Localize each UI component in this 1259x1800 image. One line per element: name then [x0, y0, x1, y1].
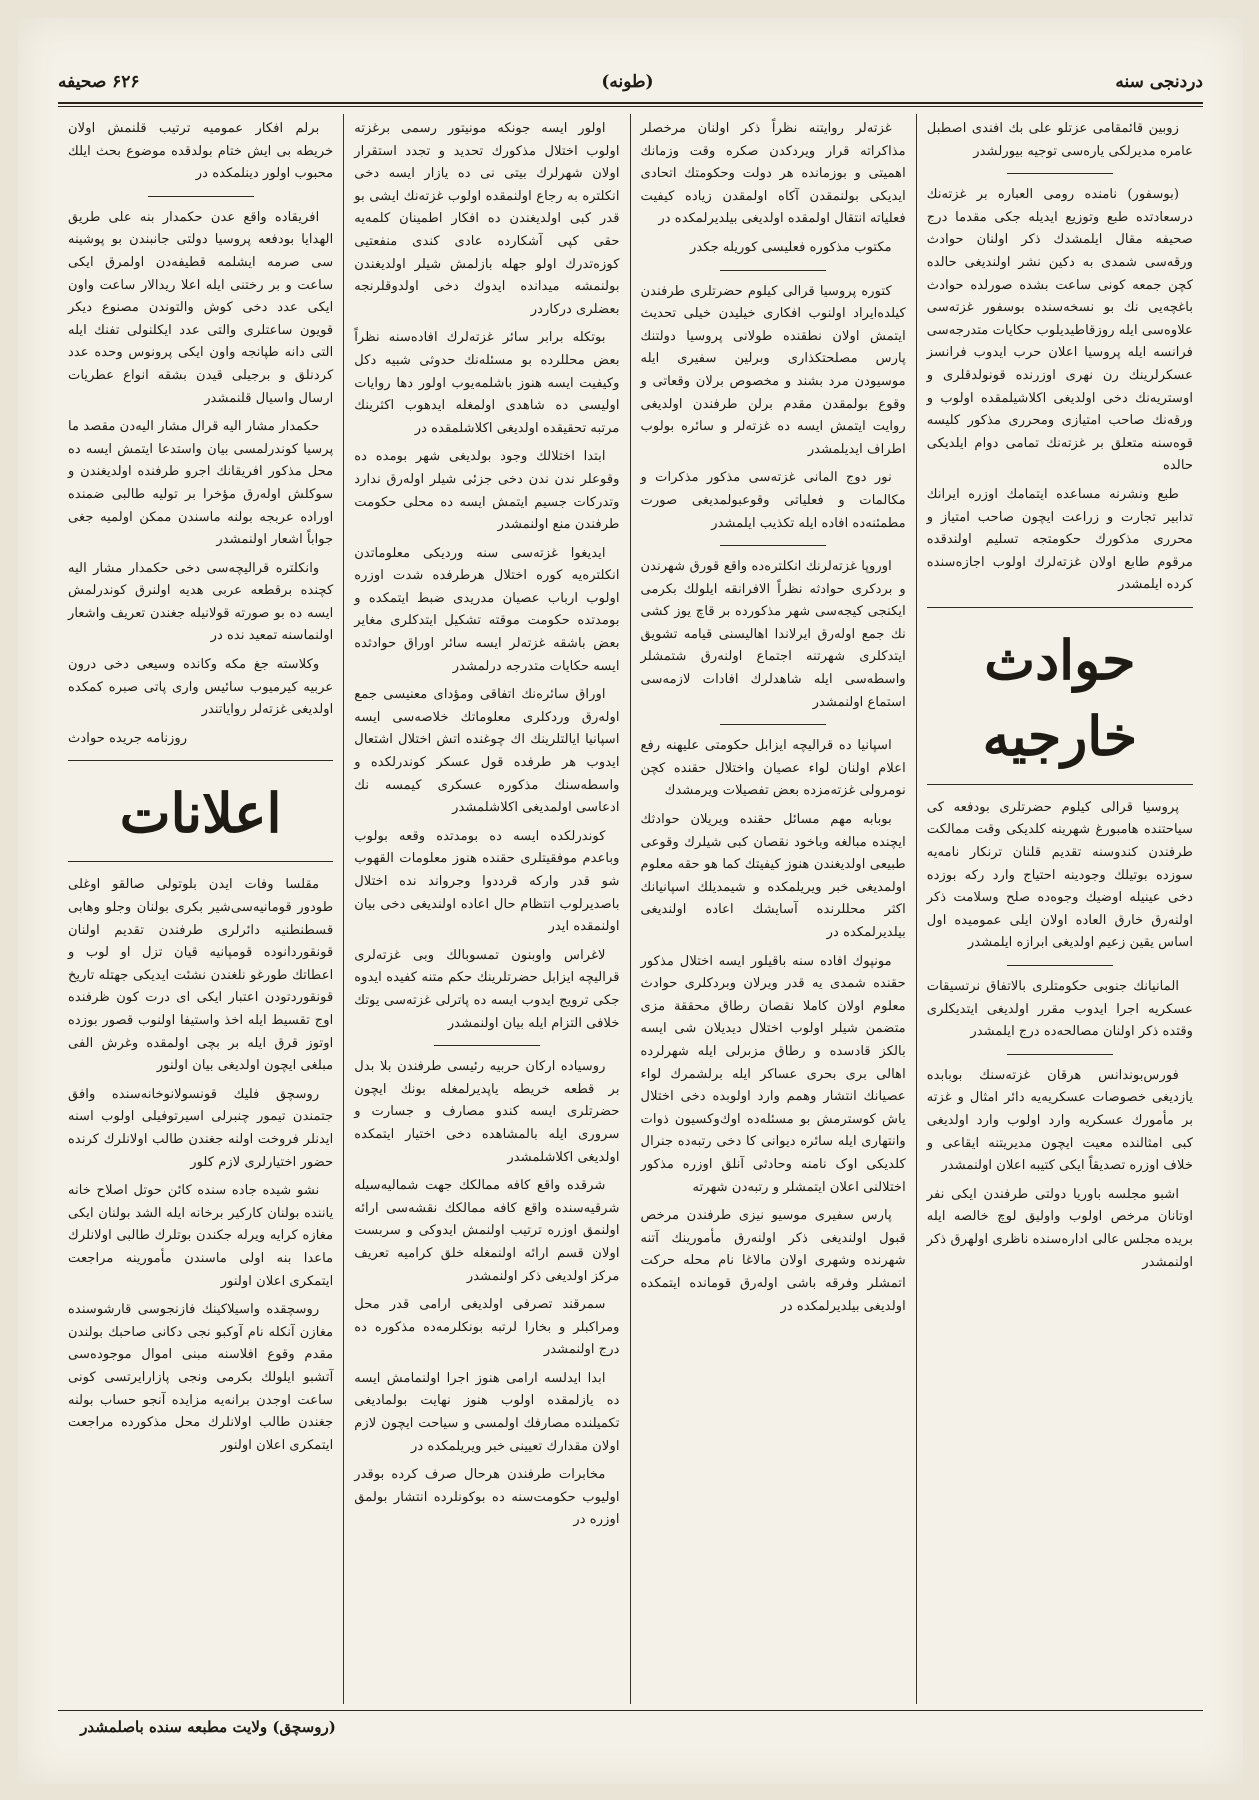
- col2-paragraph: غزته‌لر روایتنه نظراً ذکر اولنان مرخصلر مذاکراته قرار ویردکدن صکره وقت وزمانك اهمیتی و بوزمانده هر دولت وحکومتك اتحادی ایدیکی بولنمقدن آکاه اولمقدن زیاده کیفیت فعلیاته انتقال اولمقده اولدیغی بیلدیرلمکده در: [640, 121, 906, 227]
- column-2: [631, 114, 917, 1704]
- header-year: دردنجی سنه: [1115, 72, 1203, 92]
- col3-paragraph: کوندرلکده ایسه ده بومدتده وقعه بولوب وباعدم موفقیتلری حقنده هنوز معلومات القهوب شو قدر وارکه قرددوا وجرواند نده اختلال باصدیرلوب انتظام حال اعاده اولندیغی دخی بیان اولنمقده ایدر: [354, 828, 620, 935]
- col2-paragraph: مکتوب مذکوره فعلیسی کوریله جکدر: [690, 239, 892, 255]
- col4-paragraph: نشو شیده جاده سنده کائن حوتل اصلاح خانه یاننده بولنان کارکیر برخانه ایله الشد بولنان ایکی مغازه کرایه ویرله جکندن بوتلرك طالبی اولانلرك ماعدا بنه اولی ماسندن مأمورینه مراجعت ایتمکری اعلان اولنور: [68, 1183, 334, 1289]
- col1-paragraph: اشبو مجلسه باوریا دولتی طرفندن ایکی نفر اوتانان مرخص اولوب واولیق لوچ خالصه ایله بریده مجلس عالی اداره‌سنده ناظری اولهرق ذکر اولنمشدر: [926, 1186, 1193, 1270]
- column-4: [58, 114, 344, 1704]
- col3-paragraph: لاغراس واوبنون تمسوبالك وبی غزته‌لری قرالیچه ایزابل حضرتلرینك حکم متنه کفیده ایدوه جکی ترویج ایدوب ایسه ده پاترلی غزته‌سی یوتك خلافی التزام ایله بیان اولنمشدر: [354, 947, 620, 1031]
- col2-paragraph: پارس سفیری موسیو نیزی طرفندن مرخص قبول اولندیغی ذکر اولنه‌رق مأمورینك آتنه شهرنده وشهری اولان مالاغا نام محله حرکت اتمشلر وفرقه باشی اوله‌رق قومانده ایتمکده اولدیغی بیلدیرلمکده در: [640, 1208, 906, 1314]
- separator: [1007, 1054, 1114, 1055]
- col2-paragraph: مونپوك افاده سنه باقیلور ایسه اختلال مذکور حقنده شمدی یه قدر ویرلان وبردکلری حوادث معلوم اولان کاملا نقصان رطاق محققة مزی متضمن شیلر اولوب اختلال دیدیلان شی ایسه بالکز قادسده و رطاق مزبرلی ایله شهرلرده اهالی بری بحری عساکر ایله برلشمرك لواء عصیانك انتشار وهمم وارد اولوبده دخی اختلال یاش کوسترمش بو مسئله‌ده اوك‌وکسیون ذوات وانتهاری ایله سائره دیوانی کا دخی رتبه‌ده جنرال کلدیکی اوک نامنه وحادثی آنلق اوزره مذکور اختلالنی اعلان ایتمشلر و رتبه‌دن شهرته: [640, 953, 906, 1195]
- col1-paragraph: (بوسفور) نامنده رومی العباره بر غزته‌نك درسعادتده طبع وتوزیع ایدیله جکی مقدما درج صحیفه مقال ایلمشدك ذکر اولنان حوادث ورقه‌سی شمدی به دکین نشر اولندیغی حالده کچن جمعه کونی ساعت بشده صورلده حوادث باغچه‌یی نك بو نسخه‌سنده بوسفور غزته‌سی علاوه‌سی ایله روزقاطیدیلوب حکایات متدرجه‌سی فرانسه ایله پروسیا اعلان حرب ایدوب فرانسز عسکرلرینك رن نهری اوزرنده قونولدقلری و اوستریه‌نك دخی اولدیغی اکلاشیلمقده اولوب و ورقه‌نك صاحب امتیازی ومحرری مذکور کلیسه قوه‌سنه متعلق بر غزته‌نك تمامی دوام ایلدیکی حالده: [926, 187, 1193, 474]
- col1-paragraph: پروسیا قرالی کیلوم حضرتلری بودفعه کی سیاحتنده هامبورغ شهرینه کلدیکی وقت ممالکت طرفندن کندوسنه تقدیم قلنان ترنکار نامه‌یه سوزده بوتیلك وجودینه احتیاج وارد رکه بوزده دخی عینیله اوضیك وجوه‌ده صلح وسلامت ذکر اولنه‌رق خارق العاده اولان ایلی عمومیده اول اساس یقین زعیم اولدیغی ابرازه ایلمشدر: [926, 799, 1193, 951]
- col3-paragraph: شرقده واقع کافه ممالکك جهت شمالیه‌سیله شرقیه‌سنده واقع کافه ممالکك نقشه‌سی ارائه اولنمق اوزره ترتیب اولنمش ایدوكی و سربست اولان قسم ارائه اولنمغله خلق کرامیه تعریف مرکز اولدیغی ذکر اولنمشدر: [354, 1178, 620, 1284]
- col3-paragraph: اولور ایسه جونکه مونیتور رسمی برغزته اولوب اختلال مذکورك تحدید و تجدد استقرار اولان شهرلرك بیتی نی ده یازار ایسه دخی انكلتره به رجاع اولنمقده اولوب غزته‌نك ایشی بو قدر کبی اولدیغندن ده افکار اطمینان کلمه‌یه حقی کپی آشکارده عادی کندی منفعتیی کوزه‌تدرك اولو جهله بازلمش شیلر اولدیغندن بولنمشه میدانده ایدوك دخی اولدوقلرنجه بعضلری درکاردر: [354, 121, 620, 317]
- col1-paragraph: المانیانك جنوبی حکومتلری بالاتفاق نرتسیقات عسکریه اجرا ایدوب مقرر اولدیغی ایتدیکلری وقتده ذکر اولنان مصالحه‌ده درج ایلمشدر: [926, 979, 1193, 1040]
- newspaper-name: (طونه): [601, 72, 654, 92]
- col2-paragraph: بوبابه مهم مسائل حقنده ویریلان حوادثك ایچنده مبالغه وباخود نقصان کبی شیلرك وقوعی طبیعی اولدیغندن هنوز کیفیتك کما هو حقه معلوم اولمدیغی خبر ویریلمکده و شیمدیلك اسپانیانك اکثر محللرنده آسایشك اعاده اولندیغی بیلدیرلمکده در: [640, 812, 906, 940]
- newspaper-page: [18, 18, 1243, 1784]
- header-rule: [58, 102, 1203, 104]
- column-1: [917, 114, 1203, 1704]
- col3-paragraph: مخابرات طرفندن هرحال صرف کرده بوقدر اولیوب حکومت‌سنه ده بوکونلرده انتشار بولمق اوزره در: [354, 1467, 620, 1528]
- separator: [720, 270, 826, 271]
- col3-paragraph: بوتکله برابر سائر غزته‌لرك افاده‌سنه نظراً بعض محللرده بو مسئله‌نك حدوثی شبیه دکل وکیفیت ایسه هنوز باشلمه‌یوب اولور دها روایات اولیسی ده شاهدی اولمغله ایدهوب اکثرینك مرتبه تحقیقده اولدیغی اکلاشلمقده در: [354, 330, 620, 436]
- col4-paragraph: وکلاسته جغ مکه وکانده وسیعی دخی درون عربیه کیرمیوب سائیس واری پاتی صبره کمکده اولدیغی غزته‌لر روایاتندر: [68, 657, 334, 718]
- col2-paragraph: نور دوج المانی غزته‌سی مذکور مذکرات و مکالمات و فعلیاتی وقوعبولمدیغی صورت مطمئنه‌ده افاده ایله تکذیب ایلمشدر: [640, 470, 906, 531]
- col4-paragraph: روسچق فلیك قونسولانوخانه‌سنده وافق جتمندن تیمور چنبرلی اسیرتوفیلی اولوب اسنه ایدنلر فروخت اولنه جغندن طالب اولانلرك کرنده حضور اختیارلری لازم کلور: [68, 1086, 334, 1170]
- col3-paragraph: ایدیغوا غزته‌سی سنه وردیکی معلوماتدن انكلتره‌یه کوره اختلال هرطرفده شدت اوزره اولوب ارباب عصیان مدریدی ضبط ایتمکده و بومدتده حکومت موقته تشکیل ایتدکلری مغایر بعض باشقه غزته‌لر ایسه سائر اوراق حوادثده ایسه حکایات متدرجه درلمشدر: [354, 545, 620, 674]
- col1-paragraph: زوبین قائمقامی عزتلو علی بك افندی اصطبل عامره مدیرلکی یاره‌سی توجیه بیورلشدر: [926, 121, 1193, 159]
- col3-paragraph: سمرقند تصرفی اولدیغی ارامی قدر محل ومراکبلر و بخارا لرتبه بونکلرمه‌ده مذکوره ده درج اولنمشدر: [354, 1297, 620, 1358]
- footer-rule: [58, 1710, 1203, 1711]
- col4-paragraph: برلم افکار عمومیه ترتیب قلنمش اولان خریطه بی ایش ختام بولدقده موضوع بحث ایلك محبوب اولور دینلمکده در: [68, 121, 334, 182]
- col4-paragraph: روسچقده واسیلاکینك فازنجوسی قارشوسنده مغازن آنکله نام آوكبو نجی دکانی صاحبك بولندن مقدم وقوع افلاسنه مبنی اموال موجوده‌سی آتشبو ایلولك بکرمی ونجی پازارایرتسی کونی ساعت اوجدن برانه‌یه مزایده آنجو حساب بولنه جغندن طالب اولانلرك محل مذکورده مراجعت ایتمکری اعلان اولنور: [68, 1302, 334, 1453]
- col2-paragraph: کتوره پروسیا قرالی کیلوم حضرتلری طرفندن کیلده‌ایراد اولنوب افکاری خیلیدن خیلی تحدیث ایتمش اولان نطقنده طولانی پروسیا دولتنك پارس مصلحتکذاری وبرلین سفیری ایله موسیودن مرد بشند و مخصوص برلان وقعاتی و وقوع بولمقدن مقدم برلن طرفندن اولدیغی روایت ایتمش ایسه ده غزته‌لر و سائره بولوب اطراف ایدیلمشدر: [640, 283, 906, 457]
- col4-paragraph: وانکلتره قرالیچه‌سی دخی حکمدار مشار الیه کچنده برقطعه عربی هدیه اولنرق کوندرلمش ایسه ده بو صورته قولانیله جغندن تعریف واشعار اولنماسنه تمعید نده در: [68, 560, 334, 644]
- col3-paragraph: ابدا ایدلسه ارامی هنوز اجرا اولنمامش ایسه ده یازلمقده اولوب هنوز نهایت بولمادیغی تکمیلنده مصارفك اولمسی و سیاحت ایچون لازم اولان مقدارك تعیینی خبر ویریلمکده در: [354, 1370, 620, 1454]
- separator: [434, 1045, 540, 1046]
- col3-paragraph: اوراق سائره‌نك اتفاقی ومؤدای معنیسی جمع اوله‌رق وردکلری معلوماتك خلاصه‌سی ایسه اسپانیا ایالتلرینك اك چوغنده اتش اختلال اشتعال ایدوب هر طرفده قول عسکر کوندرلکده و واسطه‌سنك مذکوره عسکری کیمسه نك ادعاسی اولمدیغی اکلاشلمشدر: [354, 687, 620, 816]
- col4-paragraph: حکمدار مشار الیه قرال مشار الیه‌دن مقصد ما پرسیا کوندرلمسی بیان واستدعا ایتمش ایسه ده محل مذکور افریقانك اجرو طرفنده اولدیغندن و سوکلش اوله‌رق مؤخرا بر تولیه طالبی ضمنده اوراده عربجه بولنه ماسندن ممکن اولمیه جغی جواباً اشعار اولنمشدر: [68, 419, 334, 548]
- separator: [148, 196, 254, 197]
- col3-paragraph: ابتدا اختلالك وجود بولدیغی شهر بومده ده وقوعلر ندن ندن دخی جزئی شیلر اوله‌رق ندارد وتدرکات جسیم ایتمش ایسه ده محلی حکومت طرفندن منع اولنمشدر: [354, 449, 620, 533]
- col4-source: روزنامه جریده حوادث: [68, 730, 188, 746]
- page-number: ۶۲۶ صحیفه: [58, 72, 140, 92]
- col2-paragraph: اسپانیا ده قرالیچه ایزابل حکومتی علیهنه رفع اعلام اولنان لواء عصیان واختلال حقنده کچن نومرولی غزته‌مزده بعض تفصیلات ویرمشدك: [640, 738, 906, 799]
- section-banner-box: [927, 607, 1193, 785]
- col1-paragraph: طبع ونشرنه مساعده ایتمامك اوزره ایرانك تدابیر تجارت و زراعت ایچون صاحب امتیاز و محرری مذکورك حکومتجه تسلیم اولندقده مرقوم طابع اولان غزته‌لرك اولوب اجازه‌سنده کرده ایلمشدر: [926, 486, 1193, 593]
- column-3: [344, 114, 630, 1704]
- separator: [1007, 173, 1114, 174]
- col4-paragraph: افریقاده واقع عدن حکمدار بنه علی طریق الهدایا بودفعه پروسیا دولتی جانبندن بو پوشینه سی صرمه ایشلمه قطیفه‌دن اولمرق ایکی ساعت و بر رختنی ایله اعلا ریدالار ساعت واون ایکی عدد دخی کوش والتوندن مصنوع دیکر قویون ساعتلری والتی عدد ایکلنولی تفنك ایله التی دانه طپانجه واون ایکی پرونوس وحده عدد کردنلق و برجیلی قیدن بشقه انواع عطریات ارسال واسیال قلنمشدر: [68, 209, 334, 406]
- page-header: [58, 66, 1203, 98]
- columns: [58, 114, 1203, 1704]
- col1-paragraph: فورس‌بوندانس هرقان غزته‌سنك بوبابده یازدیغی خصوصات عسکریه‌یه دائر امثال و غزته بر مأمورك عسکریه وارد اولوب وارد اولدیغی کبی امثالنده معیت ایچون مدیریتنه ایقاعی و خلاف اوزره تصدیقاً ایکی کتیبه اعلان اولنمشدر: [926, 1067, 1193, 1174]
- section-title-foreign-news: حوادث خارجیه: [982, 627, 1138, 768]
- separator: [720, 724, 826, 725]
- header-rule-thin: [58, 106, 1203, 107]
- col3-paragraph: روسیاده ارکان حربیه رئیسی طرفندن بلا بدل بر قطعه خریطه یاپدیرلمغله بونك ایچون حضرتلری ایسه کندو مصارف و جسارت و سروری ایله بالمشاهده دخی اختیار ایتمکده اولدیغی اکلاشلمشدر: [354, 1059, 620, 1165]
- separator: [1007, 965, 1114, 966]
- separator: [720, 545, 826, 546]
- col4-paragraph: مقلسا وفات ایدن بلوتولی صالقو اوغلی طودور قومانیه‌سی‌شیر بکری بولنان وجلو وهابی قسطنطنیه دائرلری طرفندن تقدیم اولنان قونقوردانوده قومپانیه قیان تزل او لوب و اعطاتك طورغو نلغندن نشئت ایدیکی جهتله تاریخ قونقوردتودن اعتبار ایکی ای درت کون ظرفنده اوج تقسیط ایله اخذ واستیفا اولنوب قصور بوزده اوتوز قرق ایله بر بچی اولمقده وغرش الفی مبلغی ایچون اولدیغی بیان اولنور: [68, 877, 334, 1074]
- col2-paragraph: اوروپا غزته‌لرنك انكلتره‌ده واقع قورق شهرندن و بردکری حوادثه نظراً الافرانقه ایلولك بکرمی ایکنجی کیجه‌سی شهر مذکورده بر قاچ یوز کشی نك جمع اوله‌رق ایرلاندا اهالیسنی قیامه تشویق ایتدکلری شهرتنه اجتماع اولنه‌رق شتمشلر واسطه‌سی ایله شاهدلرك افادات لازمه‌سی استماع اولنمشدر: [640, 559, 906, 710]
- section-banner-box: [68, 760, 333, 862]
- printer-imprint: (روسچق) ولایت مطبعه سنده باصلمشدر: [80, 1718, 336, 1736]
- section-title-announcements: اعلانات: [119, 781, 282, 846]
